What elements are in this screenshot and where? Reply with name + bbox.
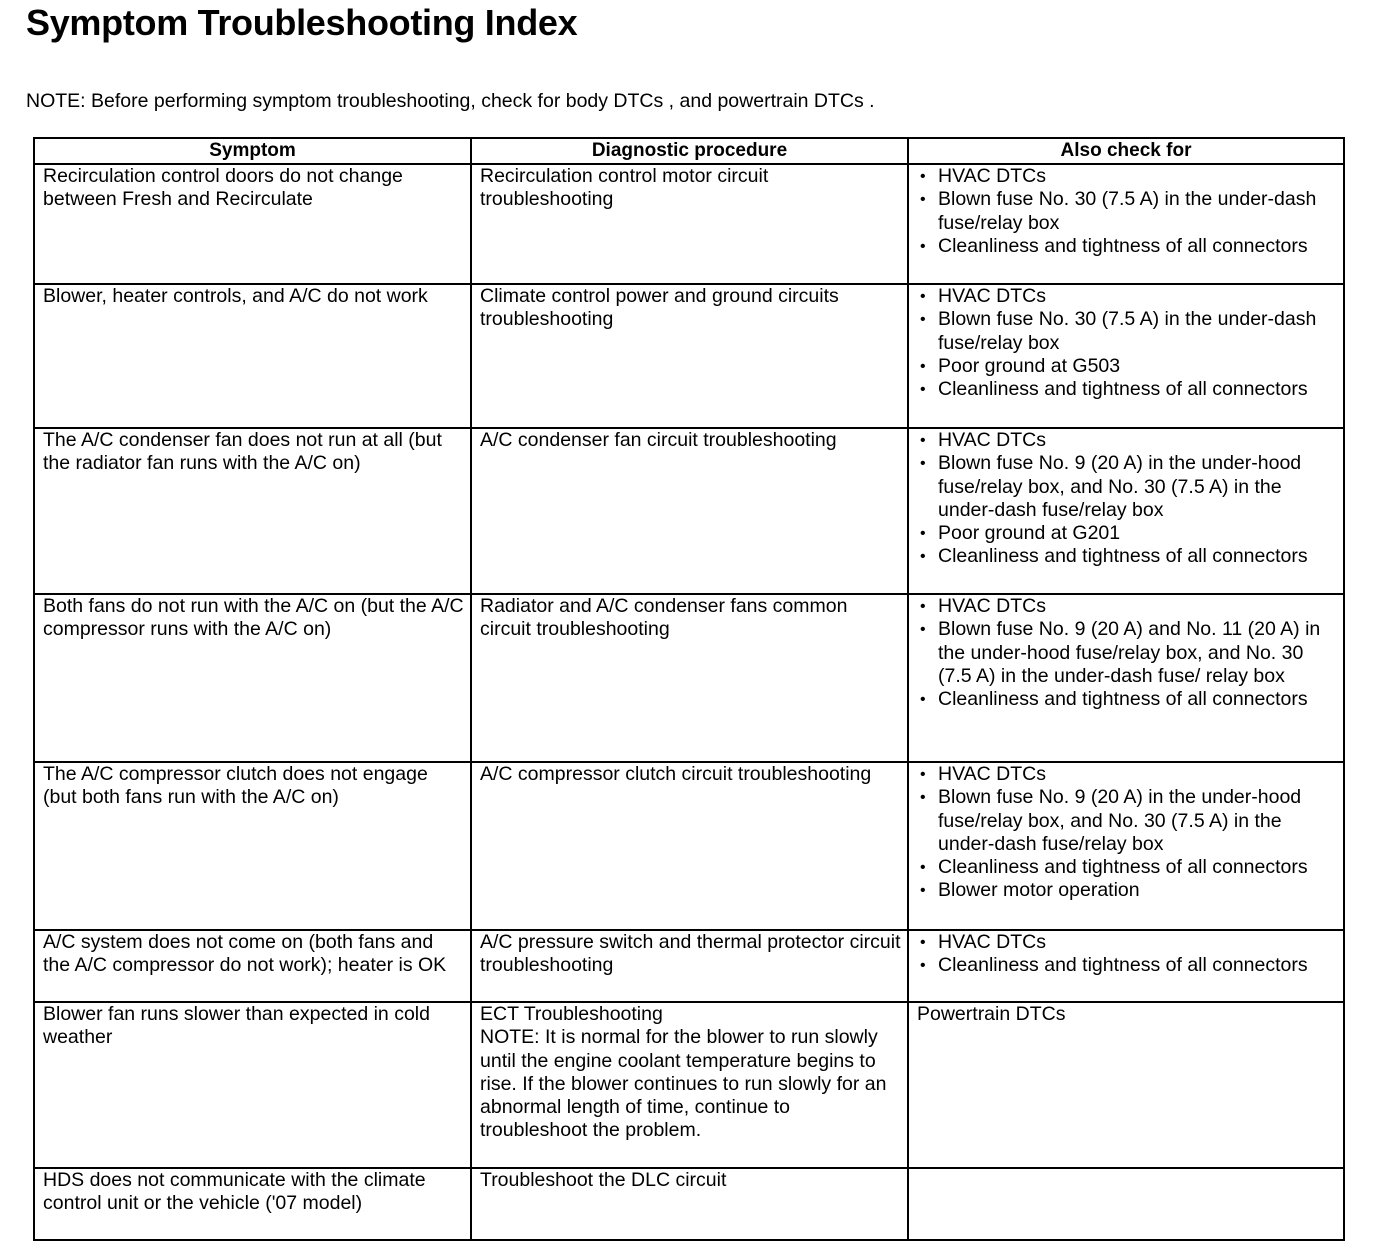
table-row bbox=[34, 762, 1344, 930]
procedure-text: Radiator and A/C condenser fans common circuit troubleshooting bbox=[480, 595, 848, 641]
also-check-item: • Blower motor operation bbox=[938, 879, 1337, 902]
table-row bbox=[34, 930, 1344, 1002]
header-also-check: Also check for bbox=[908, 138, 1344, 164]
symptom-cell bbox=[34, 930, 471, 1002]
also-check-list bbox=[917, 285, 1337, 401]
symptom-cell bbox=[34, 284, 471, 428]
also-check-item: • Blown fuse No. 9 (20 A) and No. 11 (20 A) in the under-hood fuse/relay box, and No. 30 (7.5 A) in the under-dash fuse/ relay box bbox=[938, 618, 1337, 688]
procedure-cell bbox=[471, 284, 908, 428]
header-procedure: Diagnostic procedure bbox=[471, 138, 908, 164]
symptom-text: Blower, heater controls, and A/C do not work bbox=[43, 285, 428, 307]
also-check-list bbox=[917, 595, 1337, 711]
symptom-text: A/C system does not come on (both fans and the A/C compressor do not work); heater is OK bbox=[43, 931, 447, 977]
also-check-item: • Cleanliness and tightness of all connectors bbox=[938, 688, 1337, 711]
also-check-item: • HVAC DTCs bbox=[938, 165, 1337, 188]
symptom-text: The A/C compressor clutch does not engage (but both fans run with the A/C on) bbox=[43, 763, 428, 809]
also-check-item: • Blown fuse No. 9 (20 A) in the under-hood fuse/relay box, and No. 30 (7.5 A) in the under-dash fuse/relay box bbox=[938, 452, 1337, 522]
also-check-cell bbox=[908, 594, 1344, 762]
symptom-cell bbox=[34, 164, 471, 284]
symptom-cell bbox=[34, 762, 471, 930]
procedure-text: Troubleshoot the DLC circuit bbox=[480, 1169, 727, 1191]
table-row bbox=[34, 594, 1344, 762]
also-check-item: • Cleanliness and tightness of all connectors bbox=[938, 545, 1337, 568]
symptom-cell bbox=[34, 428, 471, 594]
page-title: Symptom Troubleshooting Index bbox=[26, 2, 578, 43]
table-row bbox=[34, 284, 1344, 428]
procedure-text: A/C condenser fan circuit troubleshooting bbox=[480, 429, 837, 451]
procedure-text: A/C compressor clutch circuit troubleshooting bbox=[480, 763, 872, 785]
also-check-cell bbox=[908, 930, 1344, 1002]
procedure-text: Recirculation control motor circuit troubleshooting bbox=[480, 165, 769, 211]
symptom-cell bbox=[34, 1168, 471, 1240]
procedure-text: A/C pressure switch and thermal protector circuit troubleshooting bbox=[480, 931, 901, 977]
also-check-cell bbox=[908, 164, 1344, 284]
also-check-list bbox=[917, 429, 1337, 569]
also-check-list bbox=[917, 763, 1337, 903]
also-check-item: • Poor ground at G503 bbox=[938, 355, 1337, 378]
procedure-cell bbox=[471, 428, 908, 594]
also-check-item: • HVAC DTCs bbox=[938, 763, 1337, 786]
procedure-cell bbox=[471, 1168, 908, 1240]
also-check-item: • Cleanliness and tightness of all connectors bbox=[938, 954, 1337, 977]
also-check-item: • Blown fuse No. 30 (7.5 A) in the under-dash fuse/relay box bbox=[938, 308, 1337, 355]
header-symptom: Symptom bbox=[34, 138, 471, 164]
also-check-item: • HVAC DTCs bbox=[938, 931, 1337, 954]
also-check-list bbox=[917, 931, 1337, 978]
also-check-item: • HVAC DTCs bbox=[938, 285, 1337, 308]
procedure-cell bbox=[471, 762, 908, 930]
also-check-item: • Blown fuse No. 30 (7.5 A) in the under-dash fuse/relay box bbox=[938, 188, 1337, 235]
procedure-cell bbox=[471, 164, 908, 284]
also-check-cell bbox=[908, 1002, 1344, 1168]
procedure-cell bbox=[471, 594, 908, 762]
also-check-list bbox=[917, 165, 1337, 258]
table-row bbox=[34, 1168, 1344, 1240]
header-row bbox=[34, 138, 1344, 164]
symptom-text: The A/C condenser fan does not run at all (but the radiator fan runs with the A/C on) bbox=[43, 429, 442, 475]
also-check-item: • Blown fuse No. 9 (20 A) in the under-hood fuse/relay box, and No. 30 (7.5 A) in the under-dash fuse/relay box bbox=[938, 786, 1337, 856]
symptom-text: Recirculation control doors do not change between Fresh and Recirculate bbox=[43, 165, 403, 211]
intro-note: NOTE: Before performing symptom troubleshooting, check for body DTCs , and powertrain DTCs . bbox=[26, 90, 875, 112]
also-check-cell bbox=[908, 284, 1344, 428]
also-check-item: • Poor ground at G201 bbox=[938, 522, 1337, 545]
also-check-cell bbox=[908, 428, 1344, 594]
symptom-text: HDS does not communicate with the climate control unit or the vehicle ('07 model) bbox=[43, 1169, 426, 1215]
also-check-cell bbox=[908, 1168, 1344, 1240]
table-row bbox=[34, 164, 1344, 284]
procedure-note: NOTE: It is normal for the blower to run slowly until the engine coolant temperature begins to rise. If the blower continues to run slowly for an abnormal length of time, continue to troubleshoot the problem. bbox=[480, 1026, 887, 1142]
procedure-text: Climate control power and ground circuits troubleshooting bbox=[480, 285, 839, 331]
table-row bbox=[34, 1002, 1344, 1168]
table-body bbox=[34, 164, 1344, 1240]
procedure-text: ECT Troubleshooting bbox=[480, 1003, 663, 1025]
also-check-item: • Cleanliness and tightness of all connectors bbox=[938, 235, 1337, 258]
symptom-cell bbox=[34, 594, 471, 762]
also-check-cell bbox=[908, 762, 1344, 930]
table-row bbox=[34, 428, 1344, 594]
also-check-item: • HVAC DTCs bbox=[938, 429, 1337, 452]
procedure-cell bbox=[471, 930, 908, 1002]
symptom-cell bbox=[34, 1002, 471, 1168]
also-check-item: • HVAC DTCs bbox=[938, 595, 1337, 618]
symptom-text: Blower fan runs slower than expected in cold weather bbox=[43, 1003, 430, 1049]
troubleshooting-table bbox=[33, 137, 1345, 1241]
also-check-text: Powertrain DTCs bbox=[917, 1003, 1066, 1025]
also-check-item: • Cleanliness and tightness of all connectors bbox=[938, 378, 1337, 401]
procedure-cell bbox=[471, 1002, 908, 1168]
symptom-text: Both fans do not run with the A/C on (but the A/C compressor runs with the A/C on) bbox=[43, 595, 464, 641]
also-check-item: • Cleanliness and tightness of all connectors bbox=[938, 856, 1337, 879]
